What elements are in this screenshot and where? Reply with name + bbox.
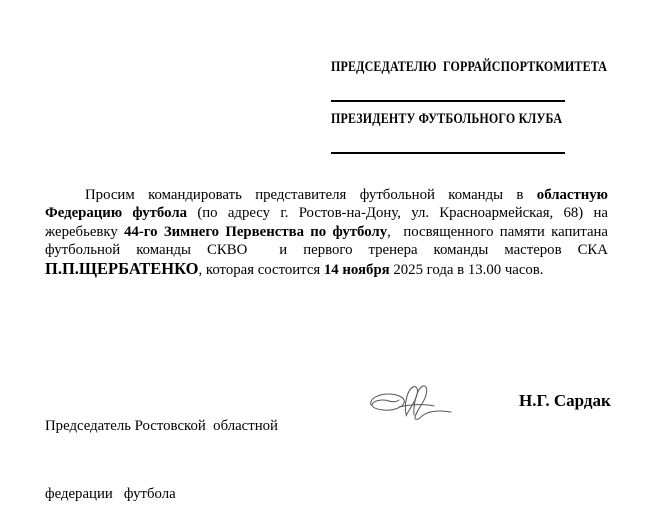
body-segment: Просим командировать представителя футбольной команды в <box>85 187 537 203</box>
body-segment-bold: областную <box>536 187 608 203</box>
body-segment-bold: 14 ноября <box>323 261 390 278</box>
body-segment-name-emphasis: П.П.ЩЕРБАТЕНКО <box>45 258 199 278</box>
signer-name: Н.Г. Сардак <box>519 391 611 410</box>
body-line-5 <box>45 260 608 279</box>
addressee-line-2: ПРЕЗИДЕНТУ ФУТБОЛЬНОГО КЛУБА <box>331 111 563 127</box>
body-segment: футбольной команды СКВО и первого тренера команды мастеров СКА <box>45 242 608 259</box>
signer-title-line-1: Председатель Ростовской областной <box>45 418 278 434</box>
addressee-underline-2 <box>331 152 565 154</box>
letter-body <box>45 186 608 279</box>
body-segment: 2025 года в 13.00 часов. <box>389 261 544 278</box>
addressee-underline-1 <box>331 100 565 102</box>
addressee-line-1: ПРЕДСЕДАТЕЛЮ ГОРРАЙСПОРТКОМИТЕТА <box>331 59 608 75</box>
body-segment-bold: Федерацию футбола <box>45 205 188 222</box>
signer-title <box>45 370 278 530</box>
body-segment-bold: 44-го Зимнего Первенства по футболу <box>124 223 388 240</box>
body-segment: (по адресу г. Ростов-на-Дону, ул. Красноармейская, 68) на <box>187 205 608 222</box>
body-line-2 <box>45 204 608 222</box>
body-line-4 <box>45 241 608 259</box>
body-line-3 <box>45 223 608 241</box>
signer-title-line-2: федерации футбола <box>45 485 176 502</box>
signature-scribble-icon <box>356 377 466 422</box>
body-segment: , посвященного памяти капитана <box>387 223 608 240</box>
body-segment: , которая состоится <box>198 261 324 278</box>
body-segment: жеребьевку <box>45 223 125 240</box>
body-line-1 <box>45 186 608 204</box>
